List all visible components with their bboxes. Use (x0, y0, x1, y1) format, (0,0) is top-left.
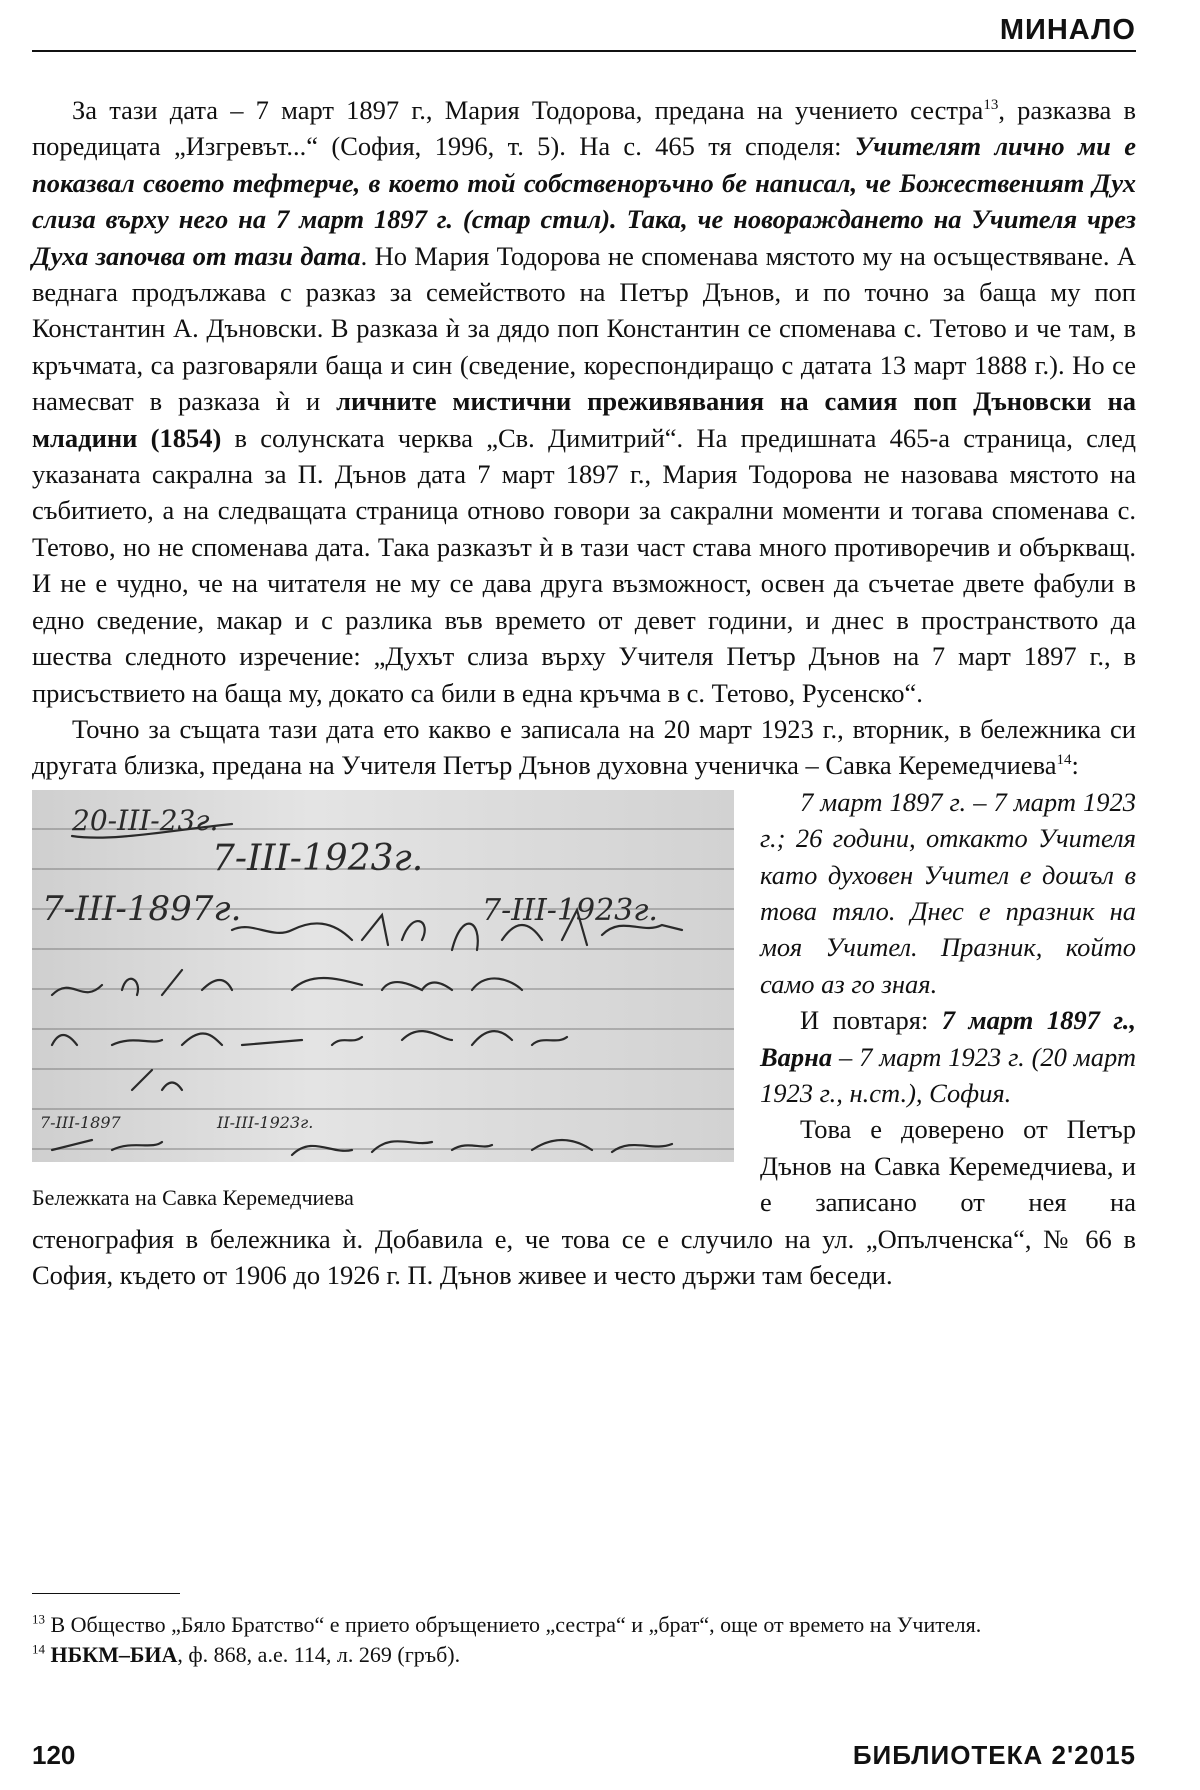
figure (32, 790, 734, 1212)
footnote-13: $^{13}$ В Общество „Бяло Братство“ е прието обръщението „сестра“ и „брат“, още от времето на Учителя. (32, 1611, 982, 1637)
page-number: 120 (32, 1740, 76, 1770)
handwritten-date-4: 7-III-1923г. (482, 892, 658, 928)
handwritten-date-1: 20-III-23г. (72, 803, 219, 837)
handwritten-date-5: 7-III-1897 (40, 1112, 121, 1132)
italic-quote: 7 март 1897 г. – 7 март 1923 г.; 26 години, откакто Учителя като духовен Учител е дошъл в това тяло. Днес е празник на моя Учител. Празник, който само аз го зная. (760, 786, 1136, 999)
running-header (32, 8, 1136, 52)
handwritten-note-image (32, 790, 734, 1162)
footnote-ref-13[interactable]: 13 (983, 97, 999, 114)
footnotes (32, 1610, 1136, 1670)
footnote-14: $^{14}$ НБКМ–БИА, ф. 868, а.е. 114, л. 269 (гръб). (32, 1641, 461, 1667)
paragraph-2: Точно за същата тази дата ето какво е записала на 20 март 1923 г., вторник, в бележника си другата близка, предана на Учителя Петър Дънов духовна ученичка – Савка Керемедчиева$^{14}$: (32, 713, 1136, 781)
handwritten-date-2: 7-III-1923г. (212, 837, 424, 879)
footnote-divider (32, 1593, 180, 1594)
footnote-ref-14[interactable]: 14 (1056, 752, 1072, 769)
paragraph-3: И повтаря: 7 март 1897 г., Варна – 7 март 1923 г. (20 март 1923 г., н.ст.), София. (760, 1005, 1136, 1108)
handwriting-scan (32, 790, 734, 1162)
paragraph-4: Това е доверено от Петър Дънов на Савка Керемедчиева, и е записано от нея на стенография в бележника ѝ. Добавила е, че това се е случило на ул. „Опълченска“, № 66 в София, където от 1906 до 1926 г. П. Дънов живее и често държи там беседи. (32, 1114, 1136, 1290)
paragraph-1: За тази дата – 7 март 1897 г., Мария Тодорова, предана на учението сестра$^{13}$, разказва в поредицата „Изгревът...“ (София, 1996, т. 5). На с. 465 тя споделя: Учителят лично ми е показвал своето тефтерче, в което той собственоръчно бе написал, че Божественият Дух слиза върху него на 7 март 1897 г. (стар стил). Така, че новораждането на Учителя чрез Духа започва от тази дата. Но Мария Тодорова не споменава мястото му на осъществяване. А веднага продължава с разказ за семейството на Петър Дънов, и по точно за баща му поп Константин А. Дъновски. В разказа ѝ за дядо поп Константин се споменава с. Тетово и че там, в кръчмата, са разговаряли баща и син (сведение, кореспондиращо с датата 13 март 1888 г.). Но се намесват в разказа ѝ и личните мистични преживявания на самия поп Дъновски на младини (1854) в солунската черква „Св. Димитрий“. На предишната 465-а страница, след указаната сакрална за П. Дънов дата 7 март 1897 г., Мария Тодорова не назовава мястото на събитието, а на следващата страница отново говори за сакрални моменти и тогава споменава с. Тетово, но не споменава дата. Така разказът ѝ в тази част става много противоречив и объркващ. И не е чудно, че на читателя не му се дава друга възможност, освен да съчетае двете фабули в едно сведение, макар и с разлика във времето от девет години, и днес в пространството да шества следното изречение: „Духът слиза върху Учителя Петър Дънов на 7 март 1897 г., в присъствието на баща му, докато са били в една кръчма в с. Тетово, Русенско“. (32, 95, 1136, 708)
article-body (32, 92, 1136, 1293)
handwritten-date-3: 7-III-1897г. (42, 888, 242, 929)
handwritten-date-6: II-III-1923г. (217, 1112, 314, 1132)
publication-title: БИБЛИОТЕКА 2'2015 (852, 1740, 1136, 1770)
quote-bold-italic: Учителят лично ми е показвал своето тефтерче, в което той собственоръчно бе написал, че Божественият Дух слиза върху него на 7 март 1897 г. (стар стил). Така, че новораждането на Учителя чрез Духа започва от тази дата (32, 131, 1136, 271)
emphasis-bold: личните мистични преживявания на самия поп Дъновски на младини (1854) (32, 386, 1136, 453)
section-title: МИНАЛО (999, 14, 1136, 46)
figure-caption: Бележката на Савка Керемедчиева (32, 1184, 354, 1210)
